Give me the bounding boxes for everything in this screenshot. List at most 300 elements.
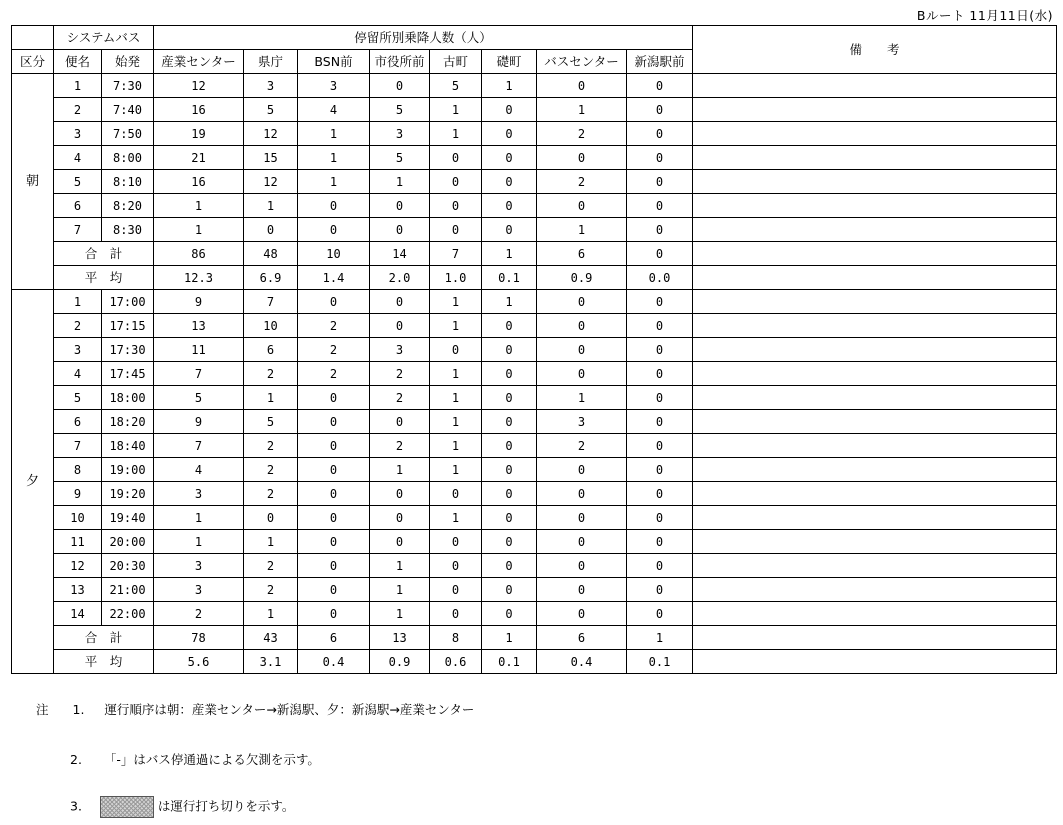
count-cell: 0 bbox=[482, 434, 537, 458]
count-cell: 0 bbox=[430, 146, 482, 170]
count-cell: 16 bbox=[154, 170, 244, 194]
table-row bbox=[12, 122, 1057, 146]
count-cell: 0 bbox=[298, 290, 370, 314]
average-cell: 0.9 bbox=[370, 650, 430, 674]
count-cell: 0 bbox=[370, 74, 430, 98]
count-cell: 0 bbox=[627, 218, 693, 242]
count-cell: 0 bbox=[482, 482, 537, 506]
table-row bbox=[12, 98, 1057, 122]
departure-header: 始発 bbox=[102, 50, 154, 74]
count-cell: 0 bbox=[627, 74, 693, 98]
remarks-cell bbox=[693, 458, 1057, 482]
count-cell: 0 bbox=[627, 290, 693, 314]
total-cell: 6 bbox=[537, 626, 627, 650]
bus-no-header: 便名 bbox=[54, 50, 102, 74]
count-cell: 1 bbox=[430, 290, 482, 314]
count-cell: 4 bbox=[298, 98, 370, 122]
count-cell: 1 bbox=[244, 386, 298, 410]
count-cell: 0 bbox=[627, 554, 693, 578]
count-cell: 0 bbox=[482, 122, 537, 146]
count-cell: 13 bbox=[154, 314, 244, 338]
count-cell: 0 bbox=[482, 98, 537, 122]
bus-no-cell: 6 bbox=[54, 410, 102, 434]
bus-no-cell: 13 bbox=[54, 578, 102, 602]
count-cell: 0 bbox=[370, 314, 430, 338]
count-cell: 0 bbox=[482, 530, 537, 554]
count-cell: 2 bbox=[298, 314, 370, 338]
stop-header: 古町 bbox=[430, 50, 482, 74]
count-cell: 1 bbox=[430, 458, 482, 482]
remarks-cell bbox=[693, 506, 1057, 530]
count-cell: 0 bbox=[482, 578, 537, 602]
table-row bbox=[12, 74, 1057, 98]
departure-time-cell: 18:00 bbox=[102, 386, 154, 410]
remarks-cell bbox=[693, 170, 1057, 194]
departure-time-cell: 8:30 bbox=[102, 218, 154, 242]
count-cell: 5 bbox=[370, 146, 430, 170]
count-cell: 1 bbox=[430, 506, 482, 530]
total-cell: 13 bbox=[370, 626, 430, 650]
count-cell: 2 bbox=[244, 578, 298, 602]
segment-label: 夕 bbox=[12, 290, 54, 674]
count-cell: 0 bbox=[627, 146, 693, 170]
count-cell: 0 bbox=[430, 482, 482, 506]
table-row bbox=[12, 434, 1057, 458]
count-cell: 0 bbox=[244, 218, 298, 242]
count-cell: 0 bbox=[298, 554, 370, 578]
total-cell: 7 bbox=[430, 242, 482, 266]
count-cell: 1 bbox=[370, 602, 430, 626]
footnote-text: 運行順序は朝：産業センター→新潟駅、夕：新潟駅→産業センター bbox=[104, 702, 475, 717]
bus-no-cell: 3 bbox=[54, 338, 102, 362]
count-cell: 0 bbox=[482, 362, 537, 386]
average-row bbox=[12, 650, 1057, 674]
bus-no-cell: 3 bbox=[54, 122, 102, 146]
boarding-count-table bbox=[11, 25, 1057, 674]
count-cell: 3 bbox=[298, 74, 370, 98]
count-cell: 0 bbox=[537, 146, 627, 170]
count-cell: 2 bbox=[537, 434, 627, 458]
segment-label: 朝 bbox=[12, 74, 54, 290]
count-cell: 1 bbox=[537, 386, 627, 410]
count-cell: 12 bbox=[154, 74, 244, 98]
count-cell: 0 bbox=[482, 506, 537, 530]
departure-time-cell: 20:30 bbox=[102, 554, 154, 578]
count-cell: 3 bbox=[154, 578, 244, 602]
count-cell: 21 bbox=[154, 146, 244, 170]
bus-no-cell: 1 bbox=[54, 74, 102, 98]
remarks-cell bbox=[693, 98, 1057, 122]
remarks-cell bbox=[693, 578, 1057, 602]
count-cell: 0 bbox=[627, 314, 693, 338]
bus-no-cell: 2 bbox=[54, 98, 102, 122]
count-cell: 1 bbox=[537, 98, 627, 122]
count-cell: 1 bbox=[370, 578, 430, 602]
count-cell: 0 bbox=[370, 290, 430, 314]
count-cell: 3 bbox=[370, 122, 430, 146]
average-cell: 0.1 bbox=[482, 650, 537, 674]
bus-no-cell: 2 bbox=[54, 314, 102, 338]
count-cell: 0 bbox=[537, 506, 627, 530]
count-cell: 5 bbox=[244, 98, 298, 122]
count-cell: 1 bbox=[154, 218, 244, 242]
total-label: 合 計 bbox=[54, 626, 154, 650]
count-cell: 1 bbox=[430, 314, 482, 338]
total-cell: 14 bbox=[370, 242, 430, 266]
count-cell: 0 bbox=[430, 170, 482, 194]
departure-time-cell: 7:50 bbox=[102, 122, 154, 146]
count-cell: 3 bbox=[154, 554, 244, 578]
count-cell: 5 bbox=[244, 410, 298, 434]
table-row bbox=[12, 410, 1057, 434]
total-cell: 0 bbox=[627, 242, 693, 266]
remarks-header: 備 考 bbox=[693, 26, 1057, 74]
remarks-cell bbox=[693, 530, 1057, 554]
bus-no-cell: 6 bbox=[54, 194, 102, 218]
count-cell: 4 bbox=[154, 458, 244, 482]
average-cell: 0.1 bbox=[482, 266, 537, 290]
departure-time-cell: 21:00 bbox=[102, 578, 154, 602]
total-cell: 1 bbox=[482, 242, 537, 266]
departure-time-cell: 18:20 bbox=[102, 410, 154, 434]
departure-time-cell: 18:40 bbox=[102, 434, 154, 458]
average-cell: 0.1 bbox=[627, 650, 693, 674]
count-cell: 16 bbox=[154, 98, 244, 122]
footnote-number: 3. bbox=[70, 798, 82, 814]
count-cell: 7 bbox=[244, 290, 298, 314]
remarks-cell bbox=[693, 194, 1057, 218]
count-cell: 2 bbox=[244, 458, 298, 482]
count-cell: 2 bbox=[370, 362, 430, 386]
count-cell: 1 bbox=[154, 506, 244, 530]
remarks-cell bbox=[693, 650, 1057, 674]
count-cell: 0 bbox=[537, 194, 627, 218]
count-cell: 0 bbox=[298, 506, 370, 530]
average-cell: 5.6 bbox=[154, 650, 244, 674]
count-cell: 1 bbox=[298, 122, 370, 146]
count-cell: 0 bbox=[627, 434, 693, 458]
count-cell: 2 bbox=[244, 482, 298, 506]
count-cell: 0 bbox=[298, 410, 370, 434]
stop-header: 礎町 bbox=[482, 50, 537, 74]
table-row bbox=[12, 338, 1057, 362]
count-cell: 0 bbox=[430, 530, 482, 554]
footnote-text: は運行打ち切りを示す。 bbox=[157, 798, 295, 814]
average-cell: 0.4 bbox=[537, 650, 627, 674]
footnote-text: 「-」はバス停通過による欠測を示す。 bbox=[103, 752, 320, 767]
count-cell: 0 bbox=[627, 410, 693, 434]
remarks-cell bbox=[693, 290, 1057, 314]
departure-time-cell: 8:20 bbox=[102, 194, 154, 218]
count-cell: 0 bbox=[298, 434, 370, 458]
count-cell: 1 bbox=[430, 434, 482, 458]
average-cell: 2.0 bbox=[370, 266, 430, 290]
count-cell: 0 bbox=[370, 410, 430, 434]
footnote-number: 2. bbox=[70, 752, 82, 767]
average-cell: 0.9 bbox=[537, 266, 627, 290]
count-cell: 0 bbox=[482, 314, 537, 338]
count-cell: 3 bbox=[244, 74, 298, 98]
stop-header: バスセンター bbox=[537, 50, 627, 74]
count-cell: 2 bbox=[244, 434, 298, 458]
count-cell: 0 bbox=[537, 554, 627, 578]
count-cell: 0 bbox=[627, 194, 693, 218]
header-row-1 bbox=[12, 26, 1057, 50]
table-row bbox=[12, 554, 1057, 578]
count-cell: 0 bbox=[370, 482, 430, 506]
table-row bbox=[12, 290, 1057, 314]
count-cell: 3 bbox=[370, 338, 430, 362]
count-cell: 7 bbox=[154, 434, 244, 458]
average-cell: 0.4 bbox=[298, 650, 370, 674]
remarks-cell bbox=[693, 122, 1057, 146]
count-cell: 0 bbox=[482, 194, 537, 218]
table-row bbox=[12, 506, 1057, 530]
bus-no-cell: 10 bbox=[54, 506, 102, 530]
count-cell: 9 bbox=[154, 410, 244, 434]
count-cell: 0 bbox=[537, 578, 627, 602]
bus-no-cell: 4 bbox=[54, 362, 102, 386]
count-cell: 0 bbox=[537, 482, 627, 506]
count-cell: 0 bbox=[298, 194, 370, 218]
count-cell: 1 bbox=[154, 194, 244, 218]
count-cell: 0 bbox=[482, 458, 537, 482]
stop-header: BSN前 bbox=[298, 50, 370, 74]
average-cell: 1.4 bbox=[298, 266, 370, 290]
departure-time-cell: 8:00 bbox=[102, 146, 154, 170]
footnote-3 bbox=[70, 796, 294, 818]
count-cell: 0 bbox=[627, 362, 693, 386]
count-cell: 0 bbox=[298, 458, 370, 482]
count-cell: 15 bbox=[244, 146, 298, 170]
average-cell: 12.3 bbox=[154, 266, 244, 290]
average-cell: 6.9 bbox=[244, 266, 298, 290]
footnote-number: 1. bbox=[72, 702, 85, 717]
stop-counts-header: 停留所別乗降人数（人） bbox=[154, 26, 693, 50]
table-row bbox=[12, 458, 1057, 482]
remarks-cell bbox=[693, 146, 1057, 170]
departure-time-cell: 19:00 bbox=[102, 458, 154, 482]
count-cell: 0 bbox=[627, 98, 693, 122]
table-row bbox=[12, 386, 1057, 410]
count-cell: 0 bbox=[627, 530, 693, 554]
departure-time-cell: 20:00 bbox=[102, 530, 154, 554]
count-cell: 0 bbox=[627, 482, 693, 506]
count-cell: 1 bbox=[298, 170, 370, 194]
count-cell: 0 bbox=[537, 338, 627, 362]
stop-header: 市役所前 bbox=[370, 50, 430, 74]
count-cell: 0 bbox=[537, 362, 627, 386]
blank-header-cell bbox=[12, 26, 54, 50]
departure-time-cell: 7:40 bbox=[102, 98, 154, 122]
total-row bbox=[12, 626, 1057, 650]
bus-no-cell: 7 bbox=[54, 434, 102, 458]
average-label: 平 均 bbox=[54, 650, 154, 674]
remarks-cell bbox=[693, 386, 1057, 410]
count-cell: 0 bbox=[298, 218, 370, 242]
table-row bbox=[12, 218, 1057, 242]
count-cell: 1 bbox=[298, 146, 370, 170]
departure-time-cell: 19:40 bbox=[102, 506, 154, 530]
count-cell: 12 bbox=[244, 170, 298, 194]
bus-no-cell: 12 bbox=[54, 554, 102, 578]
count-cell: 0 bbox=[627, 578, 693, 602]
count-cell: 0 bbox=[482, 554, 537, 578]
count-cell: 0 bbox=[370, 194, 430, 218]
count-cell: 2 bbox=[244, 554, 298, 578]
footnote-2 bbox=[70, 750, 320, 768]
remarks-cell bbox=[693, 434, 1057, 458]
stop-header: 新潟駅前 bbox=[627, 50, 693, 74]
count-cell: 1 bbox=[482, 74, 537, 98]
system-bus-header: システムバス bbox=[54, 26, 154, 50]
departure-time-cell: 22:00 bbox=[102, 602, 154, 626]
remarks-cell bbox=[693, 314, 1057, 338]
bus-no-cell: 5 bbox=[54, 170, 102, 194]
count-cell: 0 bbox=[537, 602, 627, 626]
departure-time-cell: 17:15 bbox=[102, 314, 154, 338]
count-cell: 0 bbox=[370, 530, 430, 554]
average-cell: 1.0 bbox=[430, 266, 482, 290]
count-cell: 0 bbox=[482, 602, 537, 626]
remarks-cell bbox=[693, 74, 1057, 98]
average-label: 平 均 bbox=[54, 266, 154, 290]
total-cell: 10 bbox=[298, 242, 370, 266]
remarks-cell bbox=[693, 338, 1057, 362]
count-cell: 3 bbox=[537, 410, 627, 434]
bus-no-cell: 1 bbox=[54, 290, 102, 314]
remarks-cell bbox=[693, 602, 1057, 626]
count-cell: 1 bbox=[154, 530, 244, 554]
count-cell: 1 bbox=[430, 122, 482, 146]
count-cell: 1 bbox=[430, 386, 482, 410]
bus-no-cell: 11 bbox=[54, 530, 102, 554]
count-cell: 11 bbox=[154, 338, 244, 362]
departure-time-cell: 17:00 bbox=[102, 290, 154, 314]
bus-no-cell: 8 bbox=[54, 458, 102, 482]
remarks-cell bbox=[693, 266, 1057, 290]
count-cell: 1 bbox=[244, 530, 298, 554]
table-row bbox=[12, 146, 1057, 170]
count-cell: 0 bbox=[482, 218, 537, 242]
total-cell: 48 bbox=[244, 242, 298, 266]
count-cell: 0 bbox=[370, 506, 430, 530]
stop-header: 県庁 bbox=[244, 50, 298, 74]
count-cell: 12 bbox=[244, 122, 298, 146]
total-row bbox=[12, 242, 1057, 266]
count-cell: 0 bbox=[482, 146, 537, 170]
count-cell: 6 bbox=[244, 338, 298, 362]
count-cell: 0 bbox=[298, 602, 370, 626]
table-row bbox=[12, 194, 1057, 218]
count-cell: 0 bbox=[430, 578, 482, 602]
departure-time-cell: 17:30 bbox=[102, 338, 154, 362]
total-cell: 6 bbox=[298, 626, 370, 650]
count-cell: 19 bbox=[154, 122, 244, 146]
count-cell: 0 bbox=[537, 458, 627, 482]
total-cell: 8 bbox=[430, 626, 482, 650]
count-cell: 0 bbox=[298, 482, 370, 506]
total-cell: 86 bbox=[154, 242, 244, 266]
count-cell: 0 bbox=[627, 506, 693, 530]
count-cell: 1 bbox=[244, 194, 298, 218]
stop-header: 産業センター bbox=[154, 50, 244, 74]
count-cell: 0 bbox=[430, 218, 482, 242]
count-cell: 0 bbox=[370, 218, 430, 242]
hatched-swatch bbox=[100, 796, 154, 818]
count-cell: 5 bbox=[154, 386, 244, 410]
count-cell: 0 bbox=[430, 338, 482, 362]
count-cell: 0 bbox=[298, 530, 370, 554]
count-cell: 0 bbox=[430, 554, 482, 578]
count-cell: 1 bbox=[537, 218, 627, 242]
count-cell: 0 bbox=[627, 386, 693, 410]
remarks-cell bbox=[693, 482, 1057, 506]
count-cell: 2 bbox=[244, 362, 298, 386]
count-cell: 1 bbox=[430, 410, 482, 434]
count-cell: 0 bbox=[537, 530, 627, 554]
bus-no-cell: 4 bbox=[54, 146, 102, 170]
total-cell: 1 bbox=[482, 626, 537, 650]
remarks-cell bbox=[693, 362, 1057, 386]
remarks-cell bbox=[693, 626, 1057, 650]
count-cell: 1 bbox=[244, 602, 298, 626]
count-cell: 7 bbox=[154, 362, 244, 386]
count-cell: 2 bbox=[537, 122, 627, 146]
count-cell: 2 bbox=[154, 602, 244, 626]
count-cell: 0 bbox=[482, 338, 537, 362]
remarks-cell bbox=[693, 218, 1057, 242]
count-cell: 9 bbox=[154, 290, 244, 314]
count-cell: 0 bbox=[482, 386, 537, 410]
count-cell: 1 bbox=[370, 170, 430, 194]
bus-no-cell: 9 bbox=[54, 482, 102, 506]
count-cell: 2 bbox=[298, 362, 370, 386]
departure-time-cell: 17:45 bbox=[102, 362, 154, 386]
count-cell: 2 bbox=[298, 338, 370, 362]
average-row bbox=[12, 266, 1057, 290]
count-cell: 0 bbox=[482, 170, 537, 194]
count-cell: 2 bbox=[537, 170, 627, 194]
remarks-cell bbox=[693, 410, 1057, 434]
count-cell: 0 bbox=[627, 458, 693, 482]
bus-no-cell: 5 bbox=[54, 386, 102, 410]
count-cell: 2 bbox=[370, 434, 430, 458]
count-cell: 1 bbox=[370, 554, 430, 578]
departure-time-cell: 8:10 bbox=[102, 170, 154, 194]
average-cell: 0.6 bbox=[430, 650, 482, 674]
count-cell: 0 bbox=[537, 74, 627, 98]
count-cell: 0 bbox=[244, 506, 298, 530]
departure-time-cell: 19:20 bbox=[102, 482, 154, 506]
route-date-label: Bルート 11月11日(水) bbox=[916, 8, 1053, 23]
count-cell: 0 bbox=[298, 578, 370, 602]
count-cell: 0 bbox=[627, 338, 693, 362]
table-row bbox=[12, 362, 1057, 386]
table-row bbox=[12, 482, 1057, 506]
count-cell: 1 bbox=[430, 98, 482, 122]
count-cell: 10 bbox=[244, 314, 298, 338]
total-cell: 1 bbox=[627, 626, 693, 650]
segment-header: 区分 bbox=[12, 50, 54, 74]
count-cell: 3 bbox=[154, 482, 244, 506]
table-row bbox=[12, 602, 1057, 626]
count-cell: 1 bbox=[430, 362, 482, 386]
footnote-prefix: 注 bbox=[36, 702, 49, 717]
count-cell: 0 bbox=[627, 170, 693, 194]
count-cell: 2 bbox=[370, 386, 430, 410]
table-row bbox=[12, 314, 1057, 338]
